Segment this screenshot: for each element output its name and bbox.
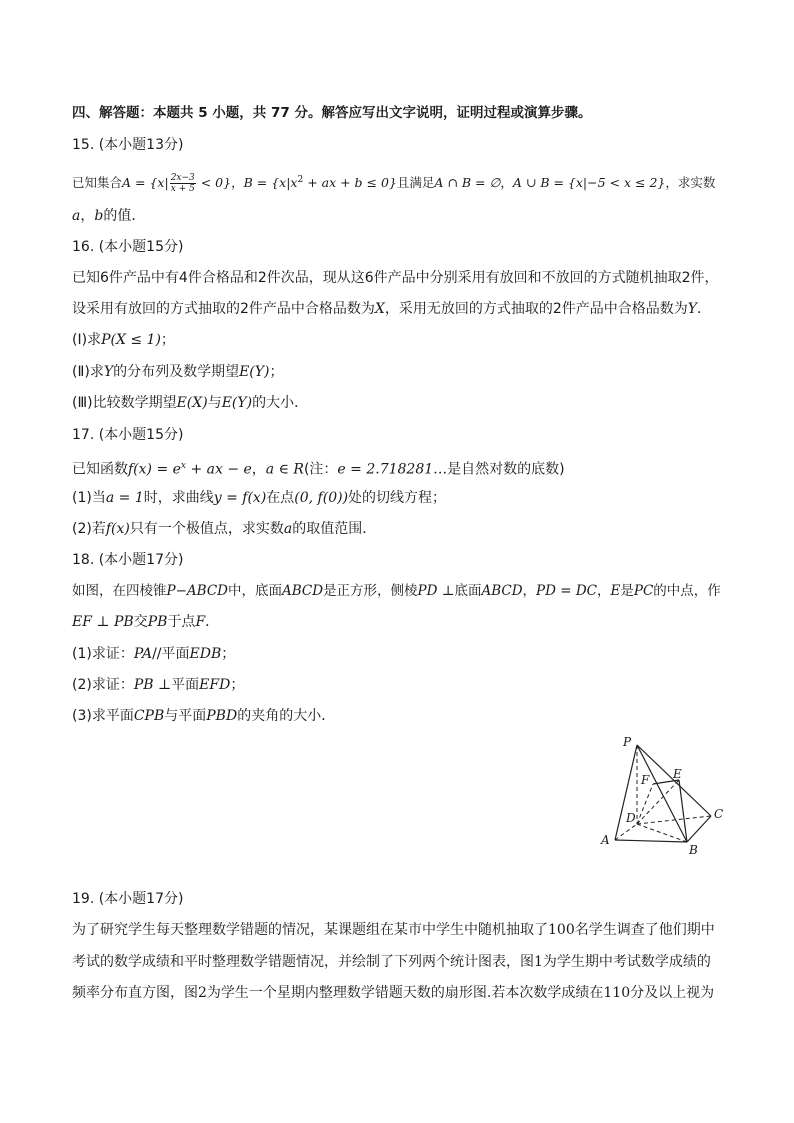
q16-header: 16. (本小题15分)	[72, 239, 184, 255]
q17-line-1: 已知函数$f(x) = e^x$ + ax − e，a ∈ R(注：e = 2.718281…是自然对数的底数)	[72, 461, 565, 478]
q16-part-3: (Ⅲ)比较数学期望E(X)与E(Y)的大小．	[72, 395, 309, 411]
q18-line-1: 如图，在四棱锥P−ABCD中，底面ABCD是正方形，侧棱PD ⊥底面ABCD，PD = DC，E是PC的中点，作	[72, 583, 721, 599]
edge-PA	[615, 745, 637, 840]
q19-header: 19. (本小题17分)	[72, 891, 184, 907]
q18-header: 18. (本小题17分)	[72, 552, 184, 568]
q17-part-1: (1)当a = 1时，求曲线y = f(x)在点(0, f(0))处的切线方程；	[72, 490, 447, 506]
edge-BC	[687, 816, 711, 842]
vertex-label-B: B	[689, 843, 698, 857]
q19-line-2: 考试的数学成绩和平时整理数学错题情况，并绘制了下列两个统计图表，图1为学生期中考试数学成绩的	[72, 954, 711, 970]
q15-line-1: 已知集合A = {x| $\frac{2x-3}{x + 5}$ < 0}，$B = \{x|x^2$ + ax + b ≤ 0}且满足A ∩ B = ∅，A ∪ B = {x|−5 < x ≤ 2}，求实数	[72, 173, 716, 195]
q17-part-2: (2)若f(x)只有一个极值点，求实数a的取值范围．	[72, 521, 377, 537]
vertex-label-P: P	[623, 735, 632, 749]
q19-line-3: 频率分布直方图，图2为学生一个星期内整理数学错题天数的扇形图.若本次数学成绩在110分及以上视为	[72, 985, 715, 1001]
vertex-label-A: A	[601, 833, 610, 847]
q17-header: 17. (本小题15分)	[72, 427, 184, 443]
q16-line-2: 设采用有放回的方式抽取的2件产品中合格品数为X，采用无放回的方式抽取的2件产品中合格品数为Y．	[72, 301, 712, 317]
q16-part-2: (Ⅱ)求Y的分布列及数学期望E(Y)；	[72, 364, 284, 380]
q18-part-3: (3)求平面CPB与平面PBD的夹角的大小．	[72, 708, 336, 724]
edge-DF	[637, 784, 653, 824]
pyramid-figure	[595, 730, 730, 858]
q15-line-2: a，b的值．	[72, 208, 146, 224]
q16-part-1: (Ⅰ)求P(X ≤ 1)；	[72, 332, 175, 348]
q18-part-2: (2)求证：PB ⊥平面EFD；	[72, 677, 245, 693]
fraction: $\frac{2x-3}{x + 5}$	[170, 173, 195, 195]
q19-line-1: 为了研究学生每天整理数学错题的情况，某课题组在某市中学生中随机抽取了100名学生调查了他们期中	[72, 922, 715, 938]
vertex-label-E: E	[673, 767, 682, 781]
vertex-label-D: D	[626, 811, 636, 825]
q15-header: 15. (本小题13分)	[72, 137, 184, 153]
q18-part-1: (1)求证：PA//平面EDB；	[72, 646, 236, 662]
edge-AB	[615, 840, 687, 842]
vertex-label-C: C	[714, 807, 724, 821]
edge-PB	[637, 745, 687, 842]
q16-line-1: 已知6件产品中有4件合格品和2件次品，现从这6件产品中分别采用有放回和不放回的方式随机抽取2件，	[72, 270, 719, 286]
section-title: 四、解答题：本题共 5 小题，共 77 分。解答应写出文字说明，证明过程或演算步骤。	[72, 105, 592, 121]
vertex-label-F: F	[641, 773, 650, 787]
q18-line-2: EF ⊥ PB交PB于点F．	[72, 614, 220, 630]
